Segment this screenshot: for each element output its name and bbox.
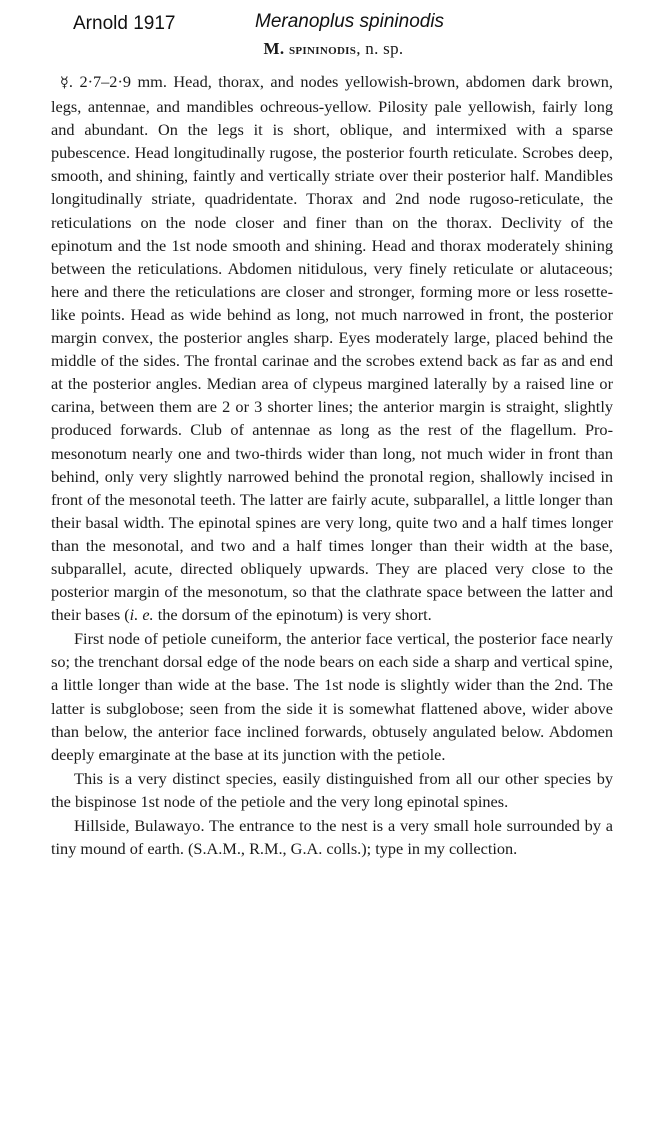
abbreviation-ie: i. e.: [129, 605, 154, 625]
heading-genus: M.: [263, 39, 285, 58]
paragraph-description: [51, 70, 613, 626]
paragraph-text-end: the dorsum of the epinotum) is very short.: [153, 605, 432, 625]
taxon-name: Meranoplus spininodis: [255, 11, 445, 32]
species-heading: [0, 39, 667, 59]
worker-symbol-icon: ☿: [60, 75, 69, 91]
paragraph-text: . 2·7–2·9 mm. Head, thorax, and nodes yellowish-brown, abdomen dark brown, legs, antennae, and mandibles ochreous-yellow. Pilosity pale yellowish, fairly long and abundant. On the legs it is short, oblique, and intermixed with a sparse pubescence. Head longitudinally rugose, the posterior fourth reticulate. Scrobes deep, smooth, and shining, faintly and vertically striate over their posterior half. Mandibles longitudinally striate, quadridentate. Thorax and 2nd node rugoso-reticulate, the reticulations on the node closer and finer than on the thorax. Declivity of the epinotum and the 1st node smooth and shining. Head and thorax moderately shining between the reticulations. Abdomen nitidulous, very finely reticulate or alutaceous; here and there the reticulations are closer and stronger, forming more or less rosette-like points. Head as wide behind as long, not much narrowed in front, the posterior margin convex, the posterior angles sharp. Eyes moderately large, placed behind the middle of the sides. The frontal carinae and the scrobes extend back as far as and end at the posterior angles. Median area of clypeus margined laterally by a raised line or carina, between them are 2 or 3 shorter lines; the anterior margin is straight, slightly produced forwards. Club of antennae as long as the rest of the flagellum. Pro-mesonotum nearly one and two-thirds wider than long, not much wider in front than behind, only very slightly narrowed behind the pronotal region, shallowly incised in front of the mesonotal teeth. The latter are fairly acute, subparallel, a little longer than their basal width. The epinotal spines are very long, quite two and a half times longer than the mesonotal, and two and a half times longer than their width at the base, subparallel, acute, directed obliquely upwards. They are placed very close to the posterior margin of the mesonotum, so that the clathrate space between the latter and their bases (: [51, 72, 613, 625]
paragraph-diagnosis: This is a very distinct species, easily distinguished from all our other species by the bispinose 1st node of the petiole and the very long epinotal spines.: [51, 768, 613, 811]
paragraph-locality: Hillside, Bulawayo. The entrance to the nest is a very small hole surrounded by a tiny mound of earth. (S.A.M., R.M., G.A. colls.); type in my collection.: [51, 816, 613, 859]
author-year: Arnold 1917: [73, 13, 176, 34]
heading-species: spininodis: [289, 42, 357, 58]
heading-suffix: , n. sp.: [356, 39, 404, 58]
paragraph-petiole: First node of petiole cuneiform, the anterior face vertical, the posterior face nearly so; the trenchant dorsal edge of the node bears on each side a sharp and vertical spine, a little longer than wide at the base. The 1st node is slightly wider than the 2nd. The latter is subglobose; seen from the side it is somewhat flattened above, wider above than below, the anterior face inclined forwards, obtusely angulated below. Abdomen deeply emarginate at the base at its junction with the petiole.: [51, 629, 613, 764]
page-header: [0, 10, 667, 38]
description-body: [51, 70, 613, 860]
